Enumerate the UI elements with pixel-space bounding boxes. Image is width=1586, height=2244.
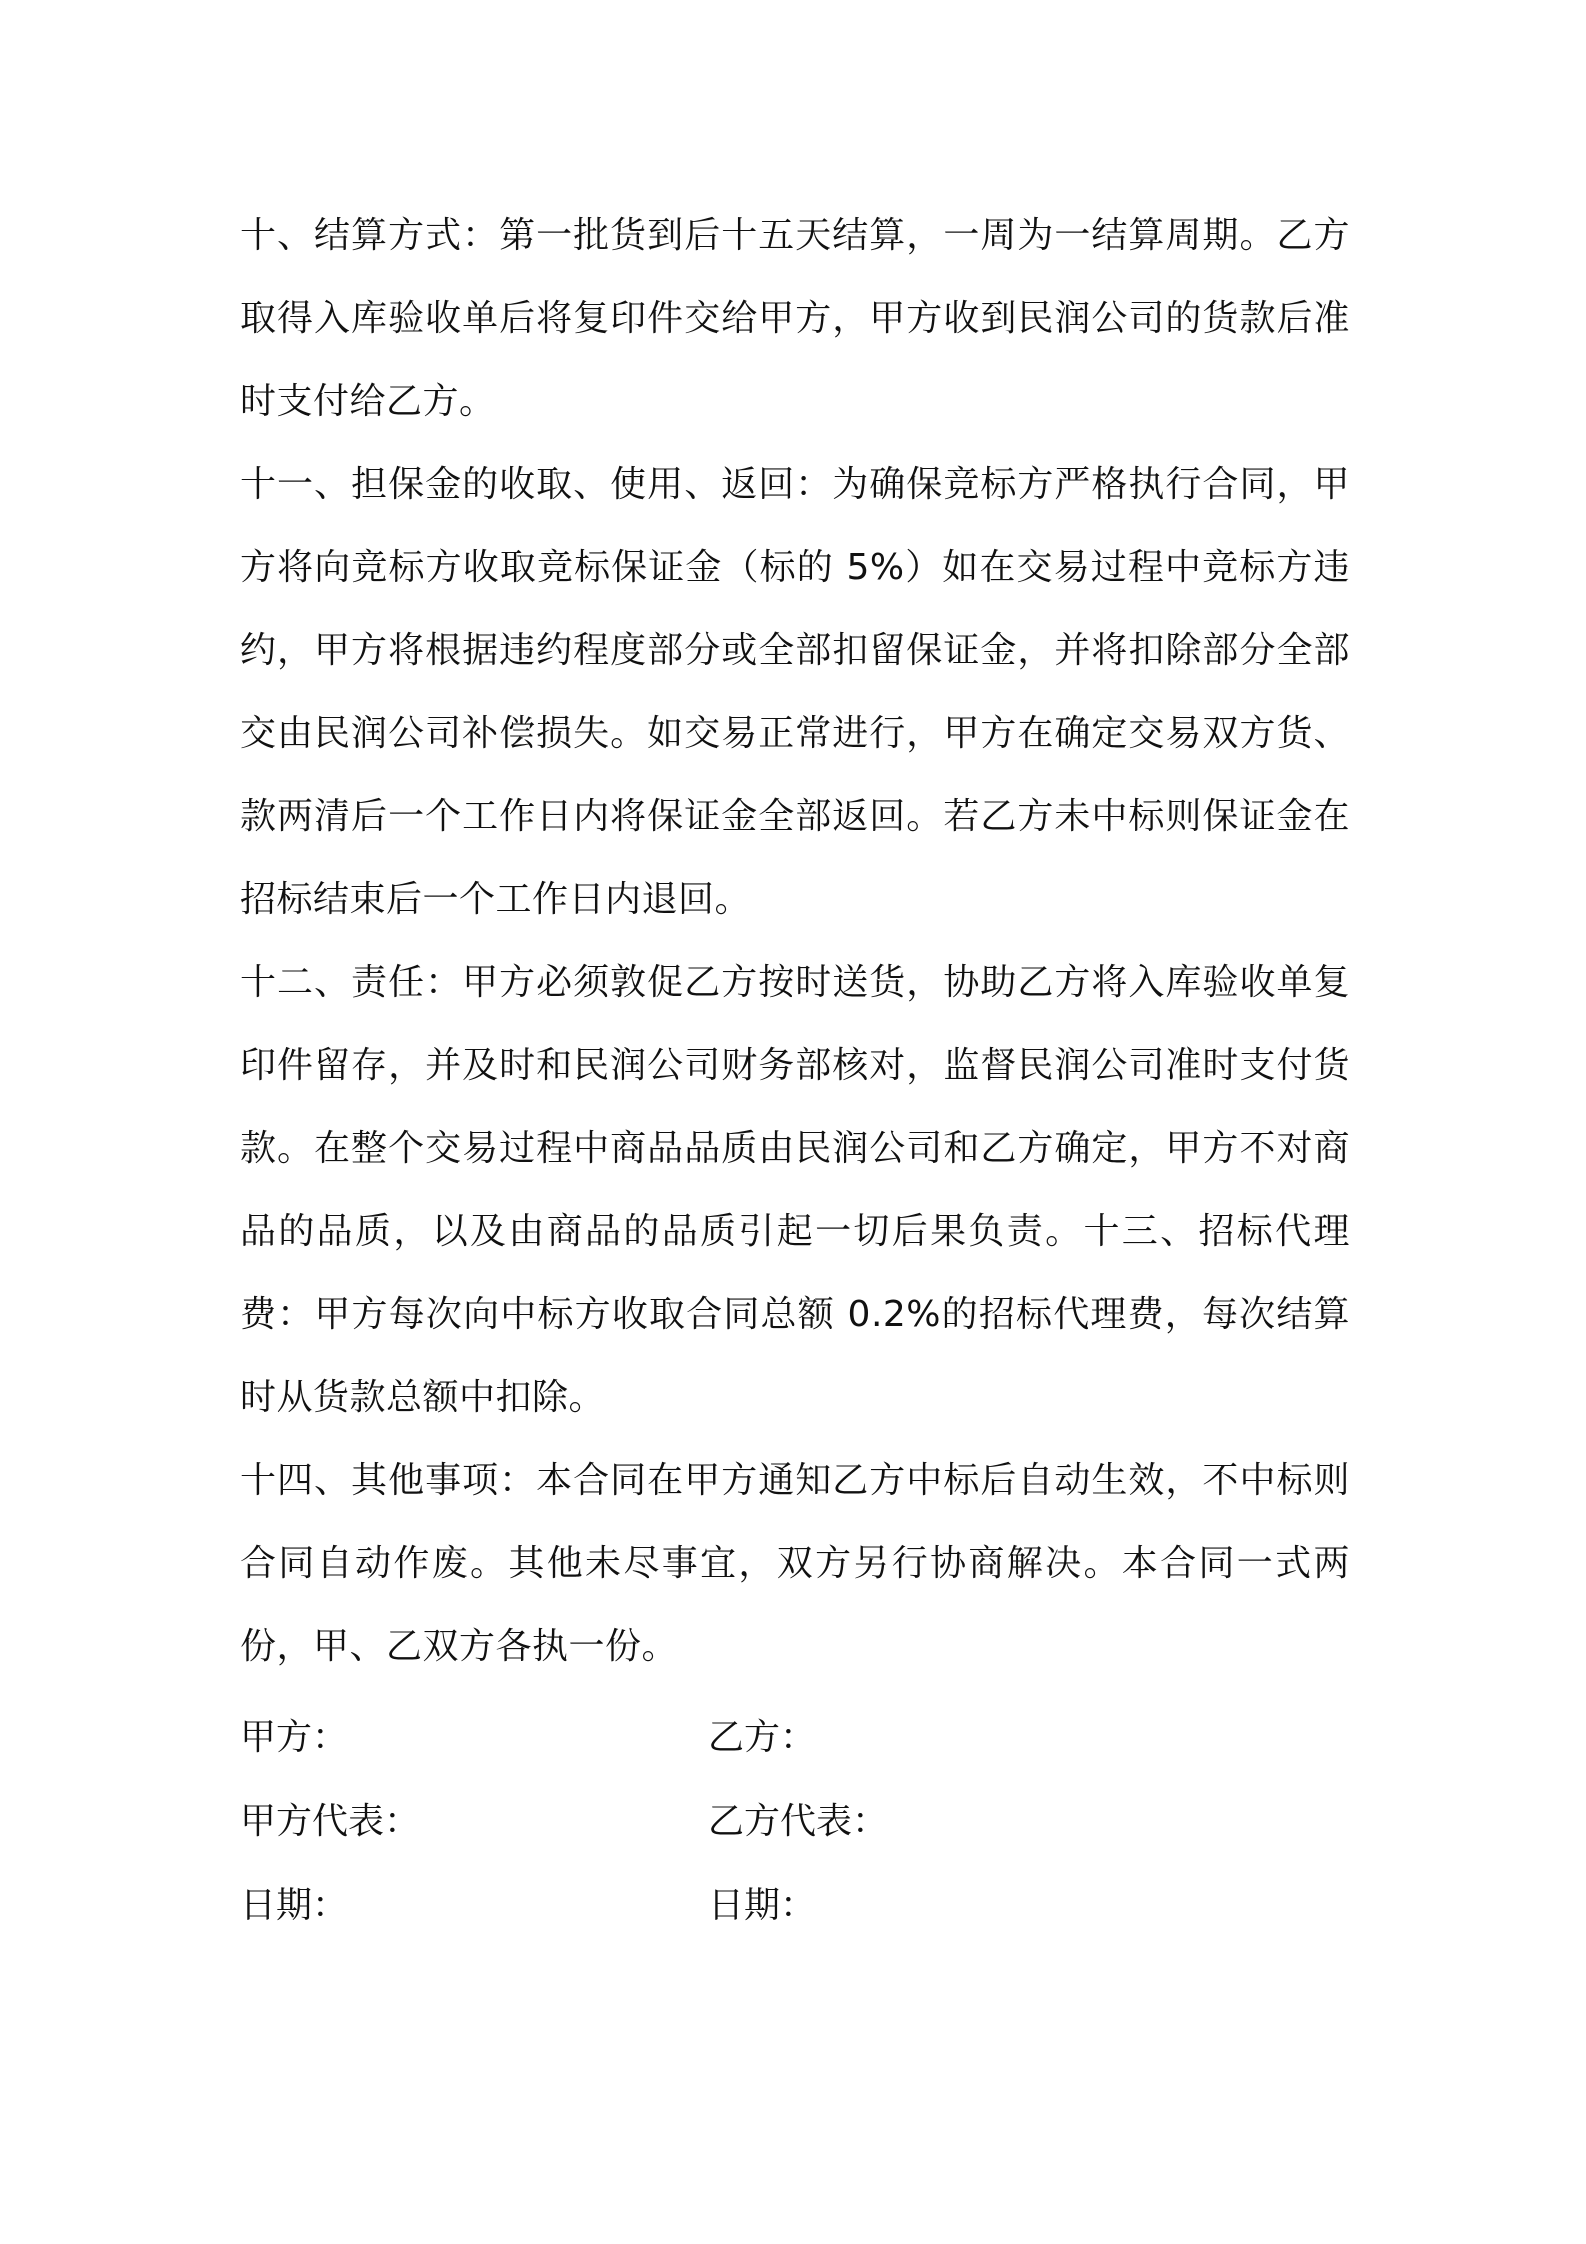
signature-block: [240, 1696, 1350, 1948]
clause-settlement: 十、结算方式：第一批货到后十五天结算，一周为一结算周期。乙方取得入库验收单后将复印件交给甲方，甲方收到民润公司的货款后准时支付给乙方。: [240, 215, 1350, 422]
clause-deposit: 十一、担保金的收取、使用、返回：为确保竞标方严格执行合同，甲方将向竞标方收取竞标保证金（标的 5%）如在交易过程中竞标方违约，甲方将根据违约程度部分或全部扣留保证金，并将扣除部分全部交由民润公司补偿损失。如交易正常进行，甲方在确定交易双方货、款两清后一个工作日内将保证金全部返回。若乙方未中标则保证金在招标结束后一个工作日内退回。: [240, 464, 1350, 920]
party-b-label: 乙方：: [708, 1717, 817, 1758]
signature-row-date: [240, 1864, 1350, 1948]
contract-body: [240, 194, 1350, 1688]
party-a-label: 甲方：: [240, 1717, 349, 1758]
date-b-label: 日期：: [708, 1885, 817, 1926]
clause-other-matters: 十四、其他事项：本合同在甲方通知乙方中标后自动生效，不中标则合同自动作废。其他未尽事宜，双方另行协商解决。本合同一式两份，甲、乙双方各执一份。: [240, 1460, 1350, 1667]
clause-responsibility: 十二、责任：甲方必须敦促乙方按时送货，协助乙方将入库验收单复印件留存，并及时和民润公司财务部核对，监督民润公司准时支付货款。在整个交易过程中商品品质由民润公司和乙方确定，甲方不对商品的品质，以及由商品的品质引起一切后果负责。十三、招标代理费：甲方每次向中标方收取合同总额 0.2%的招标代理费，每次结算时从货款总额中扣除。: [240, 962, 1350, 1418]
signature-row-party: [240, 1696, 1350, 1780]
party-b-rep-label: 乙方代表：: [708, 1801, 889, 1842]
signature-row-representative: [240, 1780, 1350, 1864]
date-a-label: 日期：: [240, 1885, 349, 1926]
party-a-rep-label: 甲方代表：: [240, 1801, 421, 1842]
